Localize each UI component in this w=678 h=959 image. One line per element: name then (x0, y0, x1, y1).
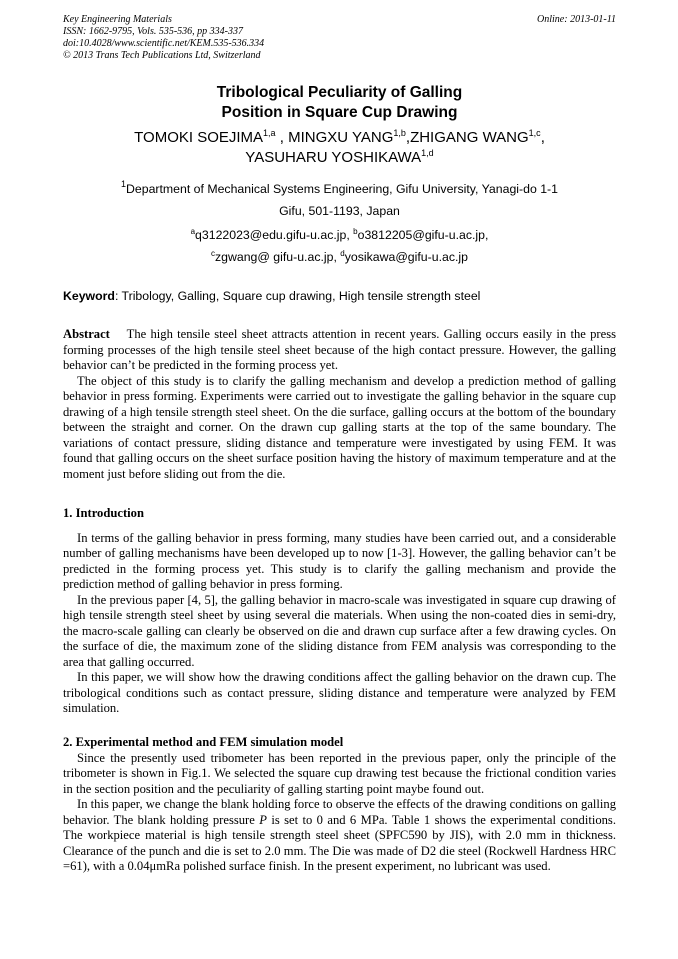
abstract (63, 327, 616, 482)
abstract-label: Abstract (63, 327, 110, 341)
section-heading: 2. Experimental method and FEM simulation model (63, 735, 344, 749)
author-sup: 1,a (263, 128, 276, 138)
affiliation-line-2: Gifu, 501-1193, Japan (279, 204, 400, 218)
title-line-2: Position in Square Cup Drawing (221, 104, 458, 121)
paragraph-text: is set to 0 and 6 MPa. Table 1 shows the experimental conditions. The workpiece material is high tensile strength steel sheet (SPFC590 by JIS), with 2.0 mm in thickness. Clearance of the punch and die is set to 2.0 mm. The Die was made of D2 die steel (Rockwell Hardness HRC =61), with a 0.04μmRa polished surface finish. In the present experiment, no lubricant was used. (63, 812, 616, 873)
affiliation (63, 178, 616, 222)
author-line-1: TOMOKI SOEJIMA$^{1,a}$ , MINGXU YANG$^{1,b}$,ZHIGANG WANG$^{1,c}$, (134, 128, 545, 146)
journal-info (63, 14, 264, 62)
copyright-line: © 2013 Trans Tech Publications Ltd, Switzerland (63, 50, 261, 61)
title-line-1: Tribological Peculiarity of Galling (216, 84, 463, 101)
email-link[interactable]: q3122023@edu.gifu-u.ac.jp, (195, 228, 350, 242)
paragraph: In the previous paper [4, 5], the galling behavior in macro-scale was investigated in square cup drawing of high tensile strength steel sheet by using several die materials. When using the non-coated dies in semi-dry, the macro-scale galling can clearly be observed on die and drawn cup surface after a few drawing cycles. On the surface of die, the maximum zone of the sliding distance from FEM analysis was corresponding to the area that galling occurred. (63, 592, 616, 669)
doi-line: doi:10.4028/www.scientific.net/KEM.535-536.334 (63, 38, 265, 49)
paper-title (63, 83, 616, 123)
section-heading: 1. Introduction (63, 506, 144, 520)
abstract-paragraph-2: The object of this study is to clarify the galling mechanism and develop a prediction method of galling behavior in press forming. Experiments were carried out to investigate the galling behavior in the square cup drawing of a high tensile strength steel sheet. On the die surface, galling occurs at the bottom of the boundary between the straight and corner. On the drawn cup galling starts at the top of the same boundary. The variations of contact pressure, sliding distance and temperature were investigated by using FEM. It was found that galling occurs on the sheet surface position having the history of maximum temperature and at the moment just before sliding out from the die. (63, 373, 616, 481)
author-name: MINGXU YANG (288, 129, 394, 146)
email-sup: d (340, 249, 345, 258)
author-sup: 1,b (393, 128, 406, 138)
author-list (63, 128, 616, 168)
email-line-2 (63, 246, 616, 268)
email-link[interactable]: o3812205@gifu-u.ac.jp, (357, 228, 489, 242)
keywords-text: : Tribology, Galling, Square cup drawing, High tensile strength steel (114, 289, 481, 303)
email-link[interactable]: zgwang@ gifu-u.ac.jp, (215, 250, 337, 264)
email-sup: a (190, 227, 196, 236)
section-introduction (63, 506, 616, 717)
variable-p: P (259, 812, 267, 827)
paragraph (63, 797, 616, 875)
email-link[interactable]: yosikawa@gifu-u.ac.jp (344, 250, 468, 264)
author-name: ZHIGANG WANG (410, 129, 529, 146)
affiliation-text: Department of Mechanical Systems Engineering, Gifu University, Yanagi-do 1-1 (126, 182, 558, 196)
online-date: Online: 2013-01-11 (537, 14, 616, 25)
author-name: TOMOKI SOEJIMA (134, 129, 264, 146)
section-method (63, 735, 616, 875)
abstract-text: The high tensile steel sheet attracts attention in recent years. Galling occurs easily in the press forming processes of the high tensile steel sheet because of the high contact pressure. However, the galling behavior can’t be predicted in the forming process yet. (63, 327, 616, 372)
email-line-1 (63, 224, 616, 246)
journal-name: Key Engineering Materials (63, 14, 172, 25)
paragraph-text: In this paper, we change the blank holding force to observe the effects of the drawing conditions on galling behavior. The blank holding pressure (63, 797, 616, 827)
affiliation-sup: 1 (121, 179, 127, 189)
email-sup: b (353, 227, 358, 236)
paragraph: In terms of the galling behavior in press forming, many studies have been carried out, and a considerable number of galling mechanisms have been developed up to now [1-3]. However, the galling behavior can’t be predicted in the forming process yet. This study is to clarify the galling mechanism and provide the prediction method of galling behavior in press forming. (63, 530, 616, 591)
issn-line: ISSN: 1662-9795, Vols. 535-536, pp 334-337 (63, 26, 243, 37)
keywords (63, 288, 616, 304)
paragraph: Since the presently used tribometer has been reported in the previous paper, only the principle of the tribometer is shown in Fig.1. We selected the square cup drawing test because the frictional condition varies in the section position and the peculiarity of galling starting point maybe found out. (63, 750, 616, 796)
affiliation-line-1 (63, 178, 616, 200)
author-sup: 1,c (528, 128, 541, 138)
abstract-paragraph-1 (63, 327, 616, 374)
email-list (63, 224, 616, 268)
paragraph: In this paper, we will show how the drawing conditions affect the galling behavior on the drawn cup. The tribological conditions such as contact pressure, sliding distance and temperature were analyzed by FEM simulation. (63, 670, 616, 715)
author-name: YASUHARU YOSHIKAWA (245, 149, 422, 166)
author-line-2 (63, 148, 616, 168)
keywords-label: Keyword (63, 289, 115, 303)
author-sup: 1,d (421, 148, 434, 158)
email-sup: c (211, 249, 216, 258)
